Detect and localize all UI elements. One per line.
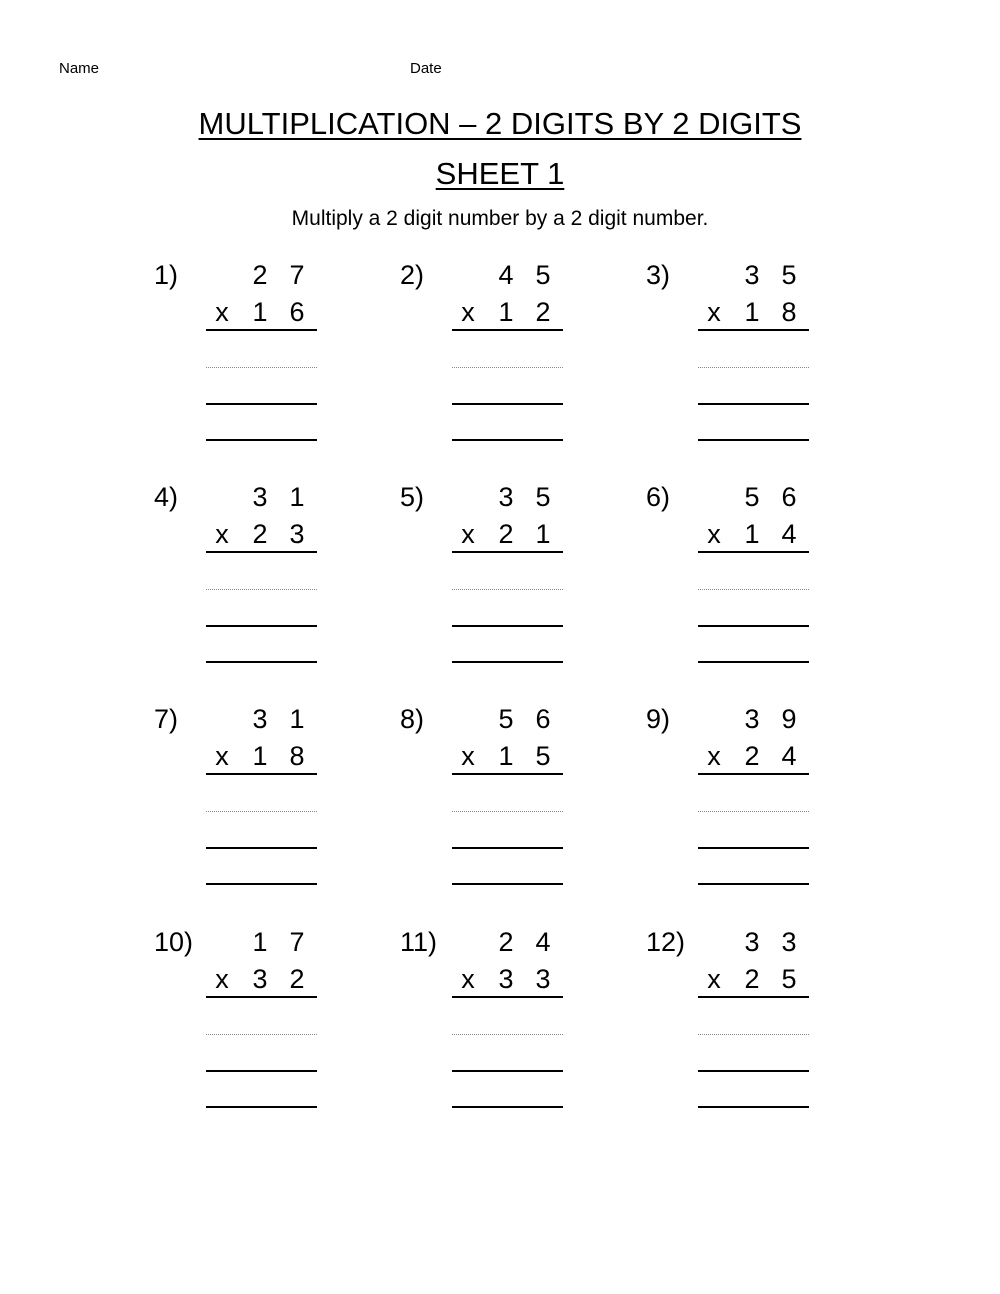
multiplier-digit: 6: [289, 297, 305, 327]
multiplicand-digit: 3: [781, 927, 797, 957]
multiplicand-digit: 6: [781, 482, 797, 512]
answer-line[interactable]: [206, 403, 317, 405]
problem: [400, 259, 640, 459]
answer-line[interactable]: [698, 403, 809, 405]
multiplier-digit: 8: [289, 741, 305, 771]
multiplicand-digit: 3: [744, 704, 760, 734]
problem-number: 10): [154, 927, 194, 957]
problem-number: 12): [646, 927, 686, 957]
multiplicand-digit: 6: [535, 704, 551, 734]
problem: [400, 481, 640, 681]
multiplicand-digit: 3: [744, 927, 760, 957]
multiplier-digit: 3: [289, 519, 305, 549]
multiplicand-digit: 3: [744, 260, 760, 290]
answer-line[interactable]: [452, 625, 563, 627]
answer-line[interactable]: [452, 847, 563, 849]
multiplier-digit: 2: [498, 519, 514, 549]
multiply-sign: x: [461, 519, 475, 549]
multiply-sign: x: [707, 297, 721, 327]
problem: [154, 926, 394, 1126]
answer-line[interactable]: [452, 883, 563, 885]
partial-product-line[interactable]: [206, 589, 317, 590]
multiplier-digit: 1: [535, 519, 551, 549]
multiplicand-digit: 5: [781, 260, 797, 290]
multiplicand-digit: 5: [535, 482, 551, 512]
partial-product-line[interactable]: [698, 367, 809, 368]
problem-number: 4): [154, 482, 179, 512]
product-rule: [206, 773, 317, 775]
multiplicand-digit: 3: [252, 482, 268, 512]
answer-line[interactable]: [452, 403, 563, 405]
partial-product-line[interactable]: [698, 1034, 809, 1035]
product-rule: [452, 773, 563, 775]
answer-line[interactable]: [452, 1070, 563, 1072]
product-rule: [698, 773, 809, 775]
multiplier-digit: 1: [498, 297, 514, 327]
answer-line[interactable]: [206, 1070, 317, 1072]
answer-line[interactable]: [206, 847, 317, 849]
multiplier-digit: 5: [781, 964, 797, 994]
partial-product-line[interactable]: [452, 811, 563, 812]
problem-number: 1): [154, 260, 179, 290]
product-rule: [452, 996, 563, 998]
multiplicand-digit: 2: [252, 260, 268, 290]
problem: [646, 481, 886, 681]
answer-line[interactable]: [698, 1070, 809, 1072]
multiplicand-digit: 4: [498, 260, 514, 290]
worksheet-title: [0, 107, 1000, 141]
multiplier-digit: 1: [252, 741, 268, 771]
answer-line[interactable]: [698, 847, 809, 849]
partial-product-line[interactable]: [698, 589, 809, 590]
multiply-sign: x: [461, 297, 475, 327]
sheet-title: [0, 157, 1000, 191]
problem-number: 7): [154, 704, 179, 734]
problem-number: 8): [400, 704, 425, 734]
problem-number: 9): [646, 704, 671, 734]
answer-line[interactable]: [206, 439, 317, 441]
multiplicand-digit: 4: [535, 927, 551, 957]
multiplicand-digit: 5: [744, 482, 760, 512]
multiplicand-digit: 5: [535, 260, 551, 290]
product-rule: [698, 551, 809, 553]
problem: [646, 259, 886, 459]
multiplicand-digit: 2: [498, 927, 514, 957]
multiplicand-digit: 7: [289, 927, 305, 957]
multiplier-digit: 2: [289, 964, 305, 994]
answer-line[interactable]: [698, 1106, 809, 1108]
problem: [154, 259, 394, 459]
multiplier-digit: 1: [252, 297, 268, 327]
multiplicand-digit: 7: [289, 260, 305, 290]
problem: [154, 703, 394, 903]
answer-line[interactable]: [698, 439, 809, 441]
product-rule: [206, 996, 317, 998]
multiplicand-digit: 1: [289, 482, 305, 512]
multiply-sign: x: [215, 964, 229, 994]
multiplier-digit: 1: [744, 297, 760, 327]
name-label: Name: [59, 60, 100, 77]
sheet-title-text: SHEET 1: [435, 156, 565, 191]
multiply-sign: x: [707, 519, 721, 549]
multiplier-digit: 2: [744, 741, 760, 771]
multiplier-digit: 3: [498, 964, 514, 994]
multiply-sign: x: [707, 964, 721, 994]
problem: [400, 703, 640, 903]
problem-number: 11): [400, 927, 438, 957]
partial-product-line[interactable]: [206, 1034, 317, 1035]
partial-product-line[interactable]: [698, 811, 809, 812]
answer-line[interactable]: [698, 661, 809, 663]
problem: [154, 481, 394, 681]
partial-product-line[interactable]: [452, 367, 563, 368]
answer-line[interactable]: [206, 625, 317, 627]
multiplicand-digit: 9: [781, 704, 797, 734]
multiplicand-digit: 1: [252, 927, 268, 957]
product-rule: [206, 329, 317, 331]
answer-line[interactable]: [698, 883, 809, 885]
multiply-sign: x: [215, 741, 229, 771]
product-rule: [698, 996, 809, 998]
problem-number: 2): [400, 260, 425, 290]
multiplier-digit: 5: [535, 741, 551, 771]
multiply-sign: x: [707, 741, 721, 771]
problem-number: 3): [646, 260, 671, 290]
multiply-sign: x: [215, 519, 229, 549]
answer-line[interactable]: [452, 1106, 563, 1108]
partial-product-line[interactable]: [452, 1034, 563, 1035]
answer-line[interactable]: [452, 661, 563, 663]
date-label: Date: [410, 60, 442, 77]
multiply-sign: x: [215, 297, 229, 327]
multiply-sign: x: [461, 964, 475, 994]
partial-product-line[interactable]: [206, 367, 317, 368]
answer-line[interactable]: [206, 661, 317, 663]
answer-line[interactable]: [452, 439, 563, 441]
problem: [646, 926, 886, 1126]
product-rule: [452, 551, 563, 553]
worksheet-title-text: MULTIPLICATION – 2 DIGITS BY 2 DIGITS: [198, 106, 802, 141]
answer-line[interactable]: [698, 625, 809, 627]
answer-line[interactable]: [206, 883, 317, 885]
multiplicand-digit: 5: [498, 704, 514, 734]
multiplier-digit: 4: [781, 741, 797, 771]
product-rule: [452, 329, 563, 331]
answer-line[interactable]: [206, 1106, 317, 1108]
multiplier-digit: 2: [535, 297, 551, 327]
problem-number: 6): [646, 482, 671, 512]
problem-number: 5): [400, 482, 425, 512]
multiplier-digit: 3: [252, 964, 268, 994]
instructions: Multiply a 2 digit number by a 2 digit number.: [291, 207, 709, 230]
partial-product-line[interactable]: [206, 811, 317, 812]
multiplier-digit: 2: [252, 519, 268, 549]
multiplicand-digit: 3: [252, 704, 268, 734]
product-rule: [206, 551, 317, 553]
problem: [646, 703, 886, 903]
multiplier-digit: 1: [498, 741, 514, 771]
multiply-sign: x: [461, 741, 475, 771]
multiplier-digit: 3: [535, 964, 551, 994]
multiplier-digit: 1: [744, 519, 760, 549]
multiplier-digit: 8: [781, 297, 797, 327]
partial-product-line[interactable]: [452, 589, 563, 590]
multiplicand-digit: 1: [289, 704, 305, 734]
multiplier-digit: 2: [744, 964, 760, 994]
product-rule: [698, 329, 809, 331]
problem: [400, 926, 640, 1126]
multiplier-digit: 4: [781, 519, 797, 549]
multiplicand-digit: 3: [498, 482, 514, 512]
